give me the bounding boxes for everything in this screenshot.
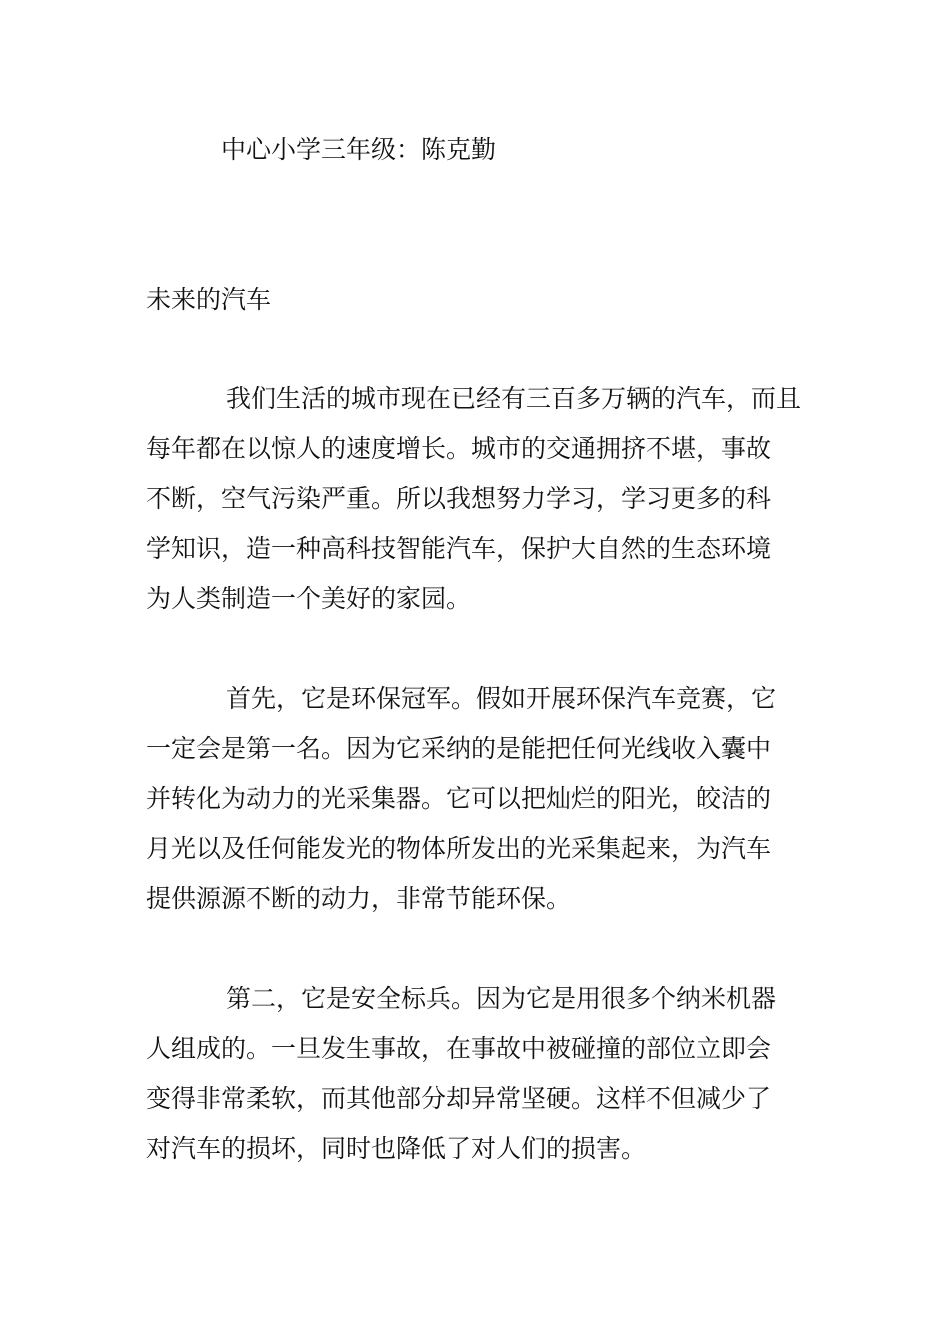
- paragraph-line: 变得非常柔软，而其他部分却异常坚硬。这样不但减少了: [146, 1084, 772, 1113]
- paragraph-line: 我们生活的城市现在已经有三百多万辆的汽车，而且: [226, 384, 802, 413]
- paragraph-line: 并转化为动力的光采集器。它可以把灿烂的阳光，皎洁的: [146, 784, 772, 813]
- paragraph-3: [146, 974, 806, 1174]
- author-line: 中心小学三年级：陈克勤: [221, 135, 497, 164]
- paragraph-line: 每年都在以惊人的速度增长。城市的交通拥挤不堪，事故: [146, 434, 772, 463]
- essay-title: 未来的汽车: [146, 285, 272, 314]
- paragraph-line: 学知识，造一种高科技智能汽车，保护大自然的生态环境: [146, 534, 772, 563]
- paragraph-line: 为人类制造一个美好的家园。: [146, 584, 472, 613]
- paragraph-line: 月光以及任何能发光的物体所发出的光采集起来，为汽车: [146, 834, 772, 863]
- paragraph-line: 首先，它是环保冠军。假如开展环保汽车竞赛，它: [226, 684, 777, 713]
- paragraph-line: 人组成的。一旦发生事故，在事故中被碰撞的部位立即会: [146, 1034, 772, 1063]
- paragraph-line: 提供源源不断的动力，非常节能环保。: [146, 884, 572, 913]
- paragraph-2: [146, 674, 806, 924]
- paragraph-line: 一定会是第一名。因为它采纳的是能把任何光线收入囊中: [146, 734, 772, 763]
- paragraph-1: [146, 374, 806, 624]
- paragraph-line: 第二，它是安全标兵。因为它是用很多个纳米机器: [226, 984, 777, 1013]
- paragraph-line: 不断，空气污染严重。所以我想努力学习，学习更多的科: [146, 484, 772, 513]
- paragraph-line: 对汽车的损坏，同时也降低了对人们的损害。: [146, 1134, 647, 1163]
